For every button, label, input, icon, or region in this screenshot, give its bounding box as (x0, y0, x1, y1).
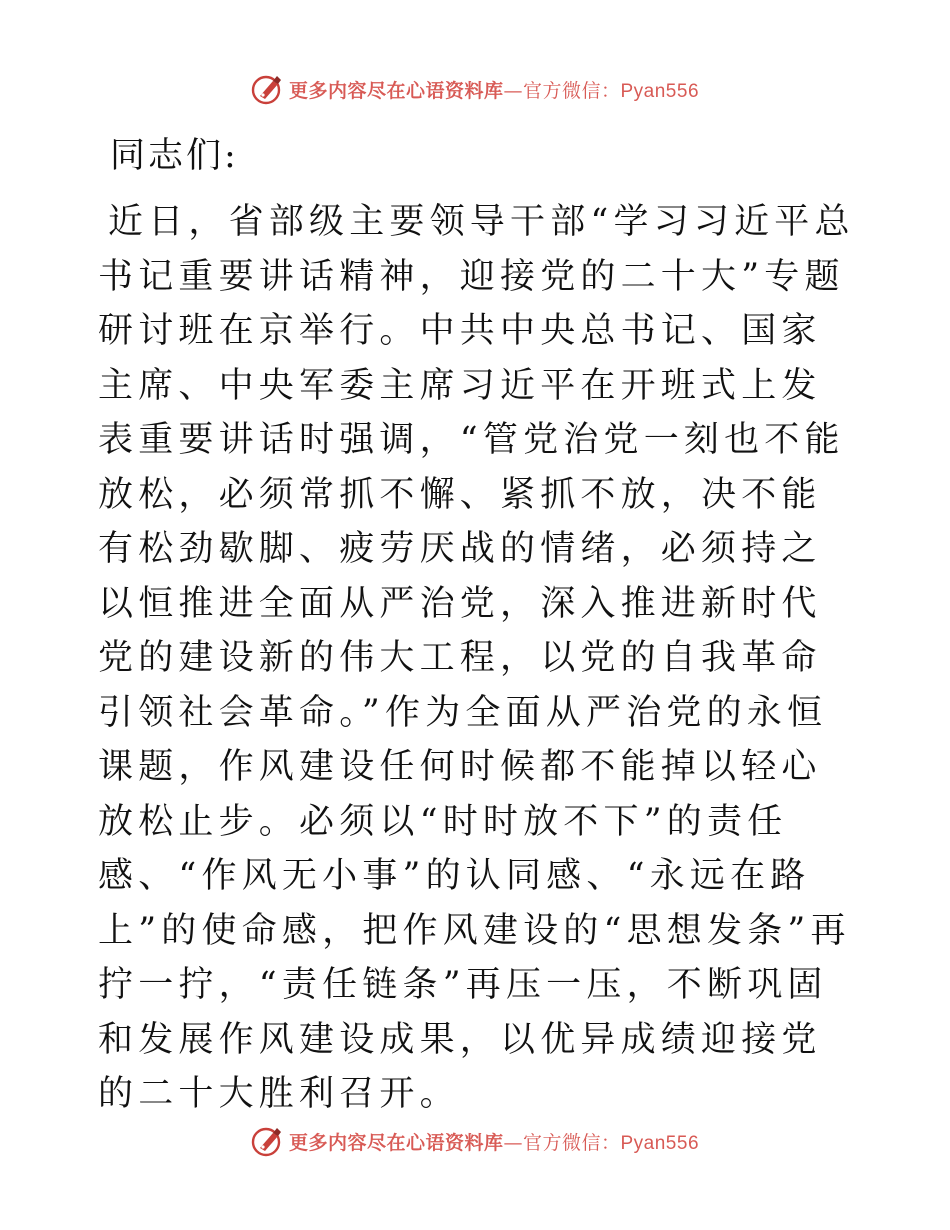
fountain-pen-logo-icon (251, 72, 285, 106)
banner-wechat-id: Pyan556 (620, 80, 700, 102)
banner-text (289, 76, 699, 103)
footer-watermark-banner (0, 1124, 950, 1158)
banner-brand: 更多内容尽在心语资料库 (288, 79, 504, 102)
body-paragraph: 近日，省部级主要领导干部“学习习近平总书记重要讲话精神，迎接党的二十大”专题研讨班在京举行。中共中央总书记、国家主席、中央军委主席习近平在开班式上发表重要讲话时强调，“管党治党一刻也不能放松，必须常抓不懈、紧抓不放，决不能有松劲歇脚、疲劳厌战的情绪，必须持之以恒推进全面从严治党，深入推进新时代党的建设新的伟大工程，以党的自我革命引领社会革命。”作为全面从严治党的永恒课题，作风建设任何时候都不能掉以轻心放松止步。必须以“时时放不下”的责任感、“作风无小事”的认同感、“永远在路上”的使命感，把作风建设的“思想发条”再拧一拧，“责任链条”再压一压，不断巩固和发展作风建设成果，以优异成绩迎接党的二十大胜利召开。 (98, 202, 855, 1114)
header-watermark-banner (0, 72, 950, 106)
fountain-pen-logo-icon (251, 1124, 285, 1158)
banner-separator: — (503, 79, 523, 102)
salutation: 同志们: (110, 136, 239, 176)
banner-wechat-id: Pyan556 (620, 1132, 700, 1154)
banner-wechat-label: 官方微信： (522, 79, 621, 102)
banner-brand: 更多内容尽在心语资料库 (288, 1131, 504, 1154)
banner-text (289, 1128, 699, 1155)
banner-separator: — (503, 1131, 523, 1154)
banner-wechat-label: 官方微信： (522, 1131, 621, 1154)
